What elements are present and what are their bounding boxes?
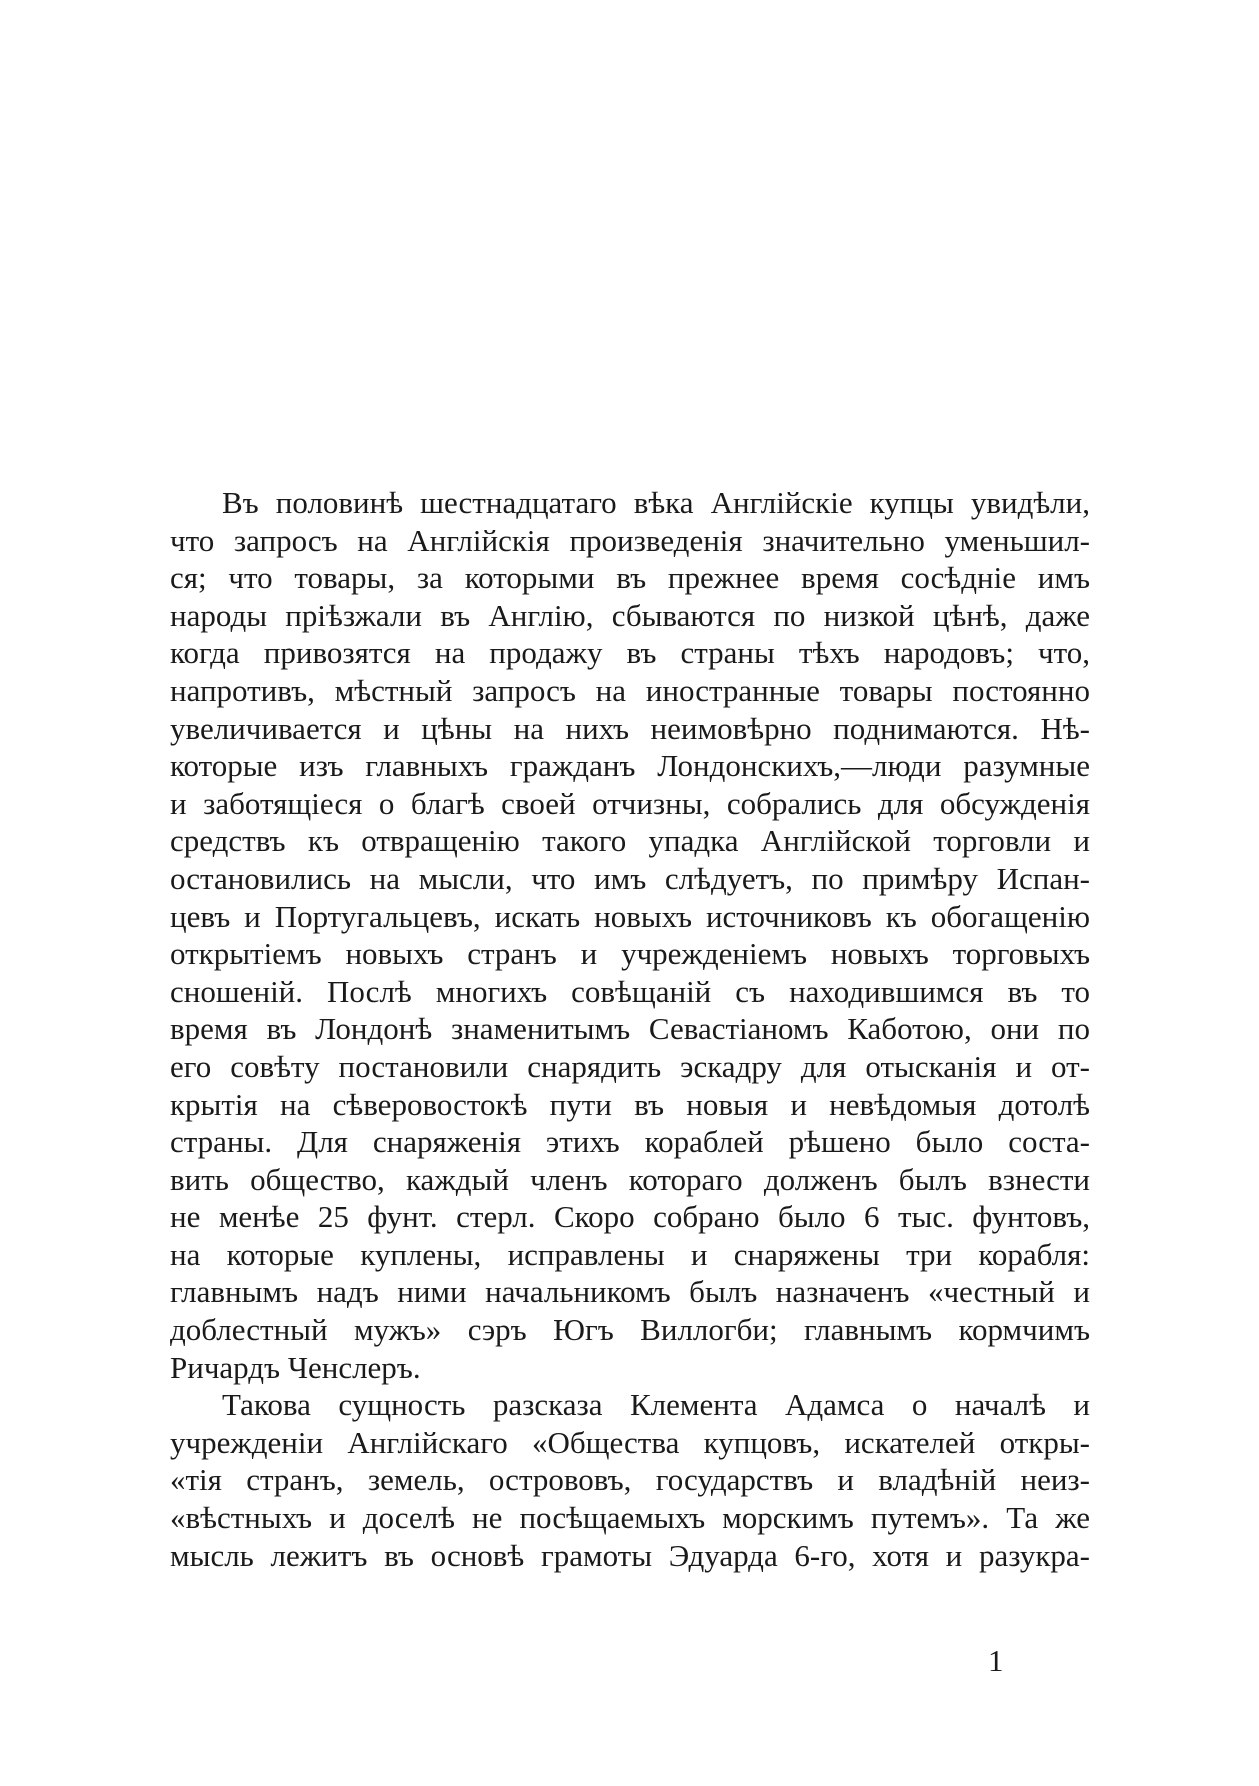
text-line: доблестный мужъ» сэръ Югъ Виллогби; главнымъ кормчимъ: [170, 1312, 1090, 1348]
text-line: и заботящіеся о благѣ своей отчизны, собрались для обсужденія: [170, 785, 1090, 821]
paragraph-2: [170, 1386, 1090, 1574]
text-line: «вѣстныхъ и доселѣ не посѣщаемыхъ морскимъ путемъ». Та же: [170, 1500, 1090, 1536]
text-line: учрежденіи Англійскаго «Общества купцовъ, искателей откры-: [170, 1424, 1090, 1460]
text-line: сношеній. Послѣ многихъ совѣщаній съ находившимся въ то: [170, 973, 1090, 1009]
text-line: Такова сущность разсказа Клемента Адамса о началѣ и: [222, 1387, 1090, 1423]
text-line: открытіемъ новыхъ странъ и учрежденіемъ новыхъ торговыхъ: [170, 936, 1090, 972]
text-line: на которые куплены, исправлены и снаряжены три корабля:: [170, 1236, 1090, 1272]
text-line: народы пріѣзжали въ Англію, сбываются по низкой цѣнѣ, даже: [170, 597, 1090, 633]
text-line: мысль лежитъ въ основѣ грамоты Эдуарда 6-го, хотя и разукра-: [170, 1537, 1090, 1573]
text-line: Въ половинѣ шестнадцатаго вѣка Англійскіе купцы увидѣли,: [222, 485, 1090, 520]
page-number: 1: [988, 1643, 1004, 1678]
text-line: время въ Лондонѣ знаменитымъ Севастіаномъ Каботою, они по: [170, 1011, 1090, 1047]
text-line: крытія на сѣверовостокѣ пути въ новыя и невѣдомыя дотолѣ: [170, 1086, 1090, 1122]
text-line: не менѣе 25 фунт. стерл. Скоро собрано было 6 тыс. фунтовъ,: [170, 1199, 1090, 1235]
paragraph-1: [170, 484, 1090, 1386]
text-line: страны. Для снаряженія этихъ кораблей рѣшено было соста-: [170, 1124, 1090, 1160]
text-line: когда привозятся на продажу въ страны тѣхъ народовъ; что,: [170, 635, 1090, 671]
text-line: напротивъ, мѣстный запросъ на иностранные товары постоянно: [170, 672, 1090, 708]
text-line: цевъ и Португальцевъ, искать новыхъ источниковъ къ обогащенію: [170, 898, 1090, 934]
text-line: его совѣту постановили снарядить эскадру для отысканія и от-: [170, 1048, 1090, 1084]
body-text: [170, 484, 1090, 1574]
text-line: которые изъ главныхъ гражданъ Лондонскихъ,—люди разумные: [170, 748, 1090, 784]
text-line: что запросъ на Англійскія произведенія значительно уменьшил-: [170, 522, 1090, 558]
text-line: вить общество, каждый членъ котораго долженъ былъ взнести: [170, 1161, 1090, 1197]
text-line: главнымъ надъ ними начальникомъ былъ назначенъ «честный и: [170, 1274, 1090, 1310]
text-line: Ричардъ Ченслеръ.: [170, 1349, 421, 1385]
text-line: увеличивается и цѣны на нихъ неимовѣрно поднимаются. Нѣ-: [170, 710, 1090, 746]
text-line: ся; что товары, за которыми въ прежнее время сосѣдніе имъ: [170, 560, 1090, 596]
text-line: «тія странъ, земель, острововъ, государствъ и владѣній неиз-: [170, 1462, 1090, 1498]
text-line: средствъ къ отвращенію такого упадка Англійской торговли и: [170, 823, 1090, 859]
text-line: остановились на мысли, что имъ слѣдуетъ, по примѣру Испан-: [170, 860, 1090, 896]
